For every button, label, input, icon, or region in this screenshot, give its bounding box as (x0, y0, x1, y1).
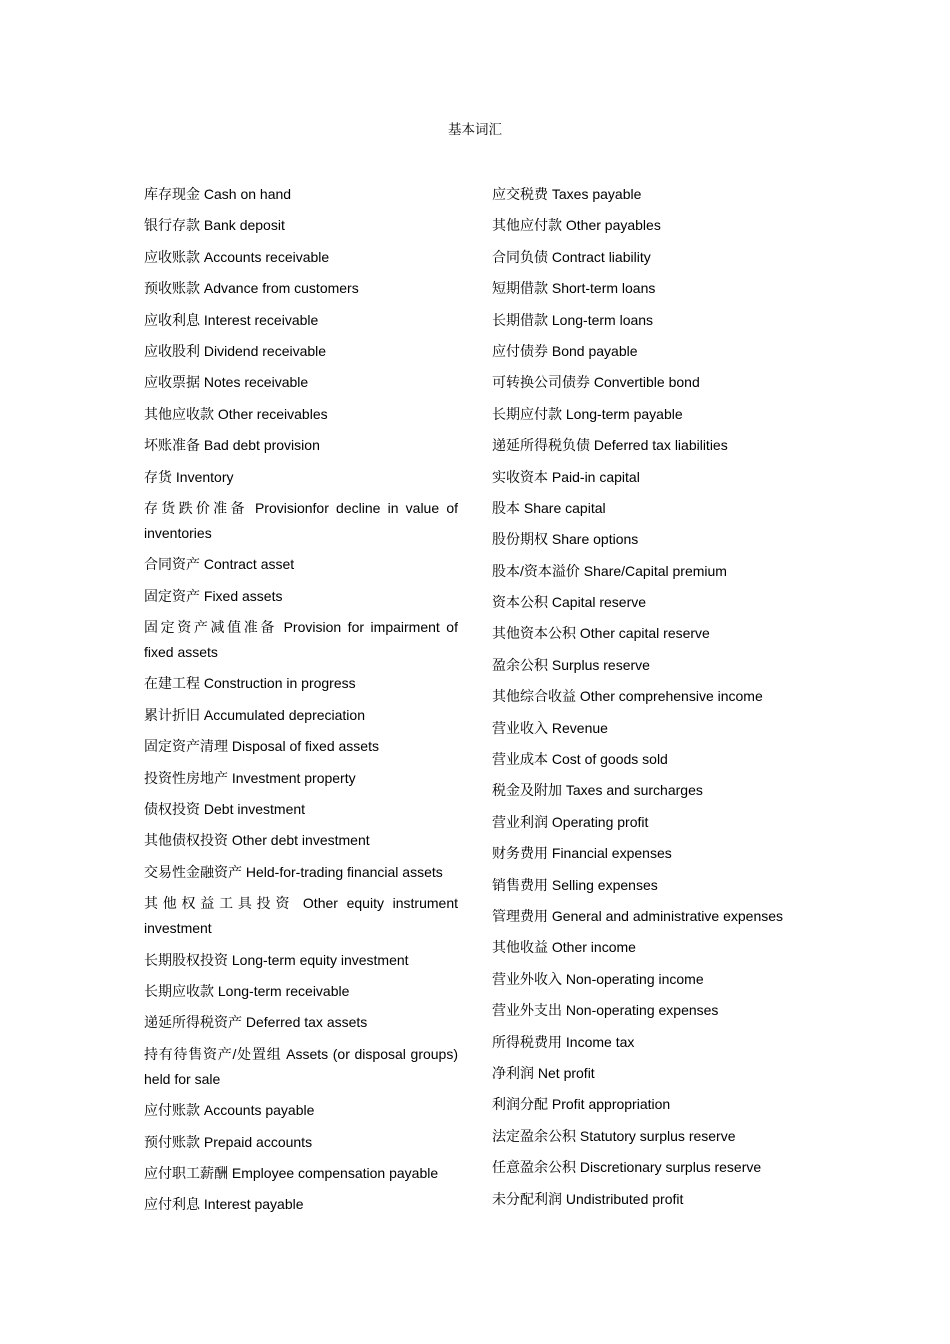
vocabulary-entry: 净利润 Net profit (492, 1064, 595, 1081)
vocabulary-entry: 盈余公积 Surplus reserve (492, 656, 650, 673)
vocabulary-entry: 应付债券 Bond payable (492, 342, 638, 359)
vocabulary-entry: 其他收益 Other income (492, 939, 636, 956)
vocabulary-entry: 资本公积 Capital reserve (492, 594, 647, 611)
vocabulary-entry: 营业成本 Cost of goods sold (492, 751, 668, 768)
vocabulary-entry: 债权投资 Debt investment (144, 801, 306, 818)
vocabulary-entry: 合同负债 Contract liability (492, 248, 651, 265)
vocabulary-entry: 营业收入 Revenue (492, 719, 608, 736)
vocabulary-entry: 未分配利润 Undistributed profit (492, 1190, 684, 1207)
vocabulary-entry: 税金及附加 Taxes and surcharges (492, 782, 703, 799)
vocabulary-entry: 应收账款 Accounts receivable (144, 248, 330, 265)
vocabulary-entry: 存货跌价准备 Provisionfor decline in value of inventories (144, 499, 458, 541)
vocabulary-entry: 应收票据 Notes receivable (144, 374, 309, 391)
vocabulary-entry: 法定盈余公积 Statutory surplus reserve (492, 1127, 736, 1144)
vocabulary-entry: 其他应收款 Other receivables (144, 405, 328, 422)
vocabulary-entry: 预付账款 Prepaid accounts (144, 1133, 313, 1150)
vocabulary-entry: 银行存款 Bank deposit (144, 217, 285, 234)
vocabulary-entry: 其他权益工具投资 Other equity instrument investment (144, 895, 458, 937)
vocabulary-entry: 销售费用 Selling expenses (492, 876, 658, 893)
vocabulary-entry: 财务费用 Financial expenses (492, 845, 672, 862)
vocabulary-entry: 应收股利 Dividend receivable (144, 342, 327, 359)
vocabulary-entry: 递延所得税资产 Deferred tax assets (144, 1014, 368, 1031)
vocabulary-entry: 应付职工薪酬 Employee compensation payable (144, 1164, 439, 1181)
vocabulary-entry: 短期借款 Short-term loans (492, 280, 656, 297)
vocabulary-entry: 长期应收款 Long-term receivable (144, 982, 350, 999)
vocabulary-entry: 长期借款 Long-term loans (492, 311, 654, 328)
vocabulary-entry: 其他债权投资 Other debt investment (144, 832, 370, 849)
vocabulary-entry: 应付利息 Interest payable (144, 1196, 304, 1213)
vocabulary-entry: 固定资产减值准备 Provision for impairment of fixed assets (144, 619, 458, 661)
vocabulary-entry: 应付账款 Accounts payable (144, 1102, 315, 1119)
vocabulary-entry: 其他资本公积 Other capital reserve (492, 625, 710, 642)
vocabulary-entry: 存货 Inventory (144, 468, 234, 485)
vocabulary-entry: 固定资产清理 Disposal of fixed assets (144, 738, 379, 755)
vocabulary-entry: 可转换公司债券 Convertible bond (492, 374, 700, 391)
vocabulary-entry: 其他综合收益 Other comprehensive income (492, 688, 763, 705)
vocabulary-entry: 交易性金融资产 Held-for-trading financial assets (144, 863, 443, 880)
left-vocabulary-column (144, 182, 458, 1224)
vocabulary-entry: 投资性房地产 Investment property (144, 769, 356, 786)
vocabulary-entry: 股份期权 Share options (492, 531, 639, 548)
vocabulary-entry: 管理费用 General and administrative expenses (492, 907, 784, 924)
vocabulary-entry: 库存现金 Cash on hand (144, 186, 292, 202)
page-title: 基本词汇 (448, 122, 502, 137)
vocabulary-entry: 在建工程 Construction in progress (144, 675, 356, 692)
vocabulary-entry: 合同资产 Contract asset (144, 556, 295, 573)
vocabulary-entry: 长期股权投资 Long-term equity investment (144, 951, 409, 968)
vocabulary-entry: 营业外支出 Non-operating expenses (492, 1002, 719, 1019)
vocabulary-entry: 应交税费 Taxes payable (492, 186, 642, 202)
vocabulary-entry: 利润分配 Profit appropriation (492, 1096, 671, 1113)
vocabulary-entry: 股本 Share capital (492, 499, 606, 516)
vocabulary-entry: 其他应付款 Other payables (492, 217, 661, 234)
vocabulary-entry: 营业利润 Operating profit (492, 813, 649, 830)
vocabulary-entry: 营业外收入 Non-operating income (492, 970, 704, 987)
vocabulary-entry: 累计折旧 Accumulated depreciation (144, 706, 365, 723)
vocabulary-entry: 应收利息 Interest receivable (144, 311, 319, 328)
vocabulary-entry: 任意盈余公积 Discretionary surplus reserve (492, 1159, 762, 1176)
vocabulary-entry: 股本/资本溢价 Share/Capital premium (492, 562, 727, 579)
vocabulary-entry: 预收账款 Advance from customers (144, 280, 359, 297)
vocabulary-entry: 固定资产 Fixed assets (144, 587, 283, 604)
vocabulary-entry: 实收资本 Paid-in capital (492, 468, 640, 485)
vocabulary-entry: 长期应付款 Long-term payable (492, 405, 683, 422)
vocabulary-entry: 坏账准备 Bad debt provision (144, 437, 320, 454)
vocabulary-entry: 所得税费用 Income tax (492, 1033, 635, 1050)
vocabulary-entry: 持有待售资产/处置组 Assets (or disposal groups) held for sale (144, 1045, 458, 1087)
vocabulary-entry: 递延所得税负债 Deferred tax liabilities (492, 437, 728, 454)
right-vocabulary-column (492, 182, 822, 1218)
